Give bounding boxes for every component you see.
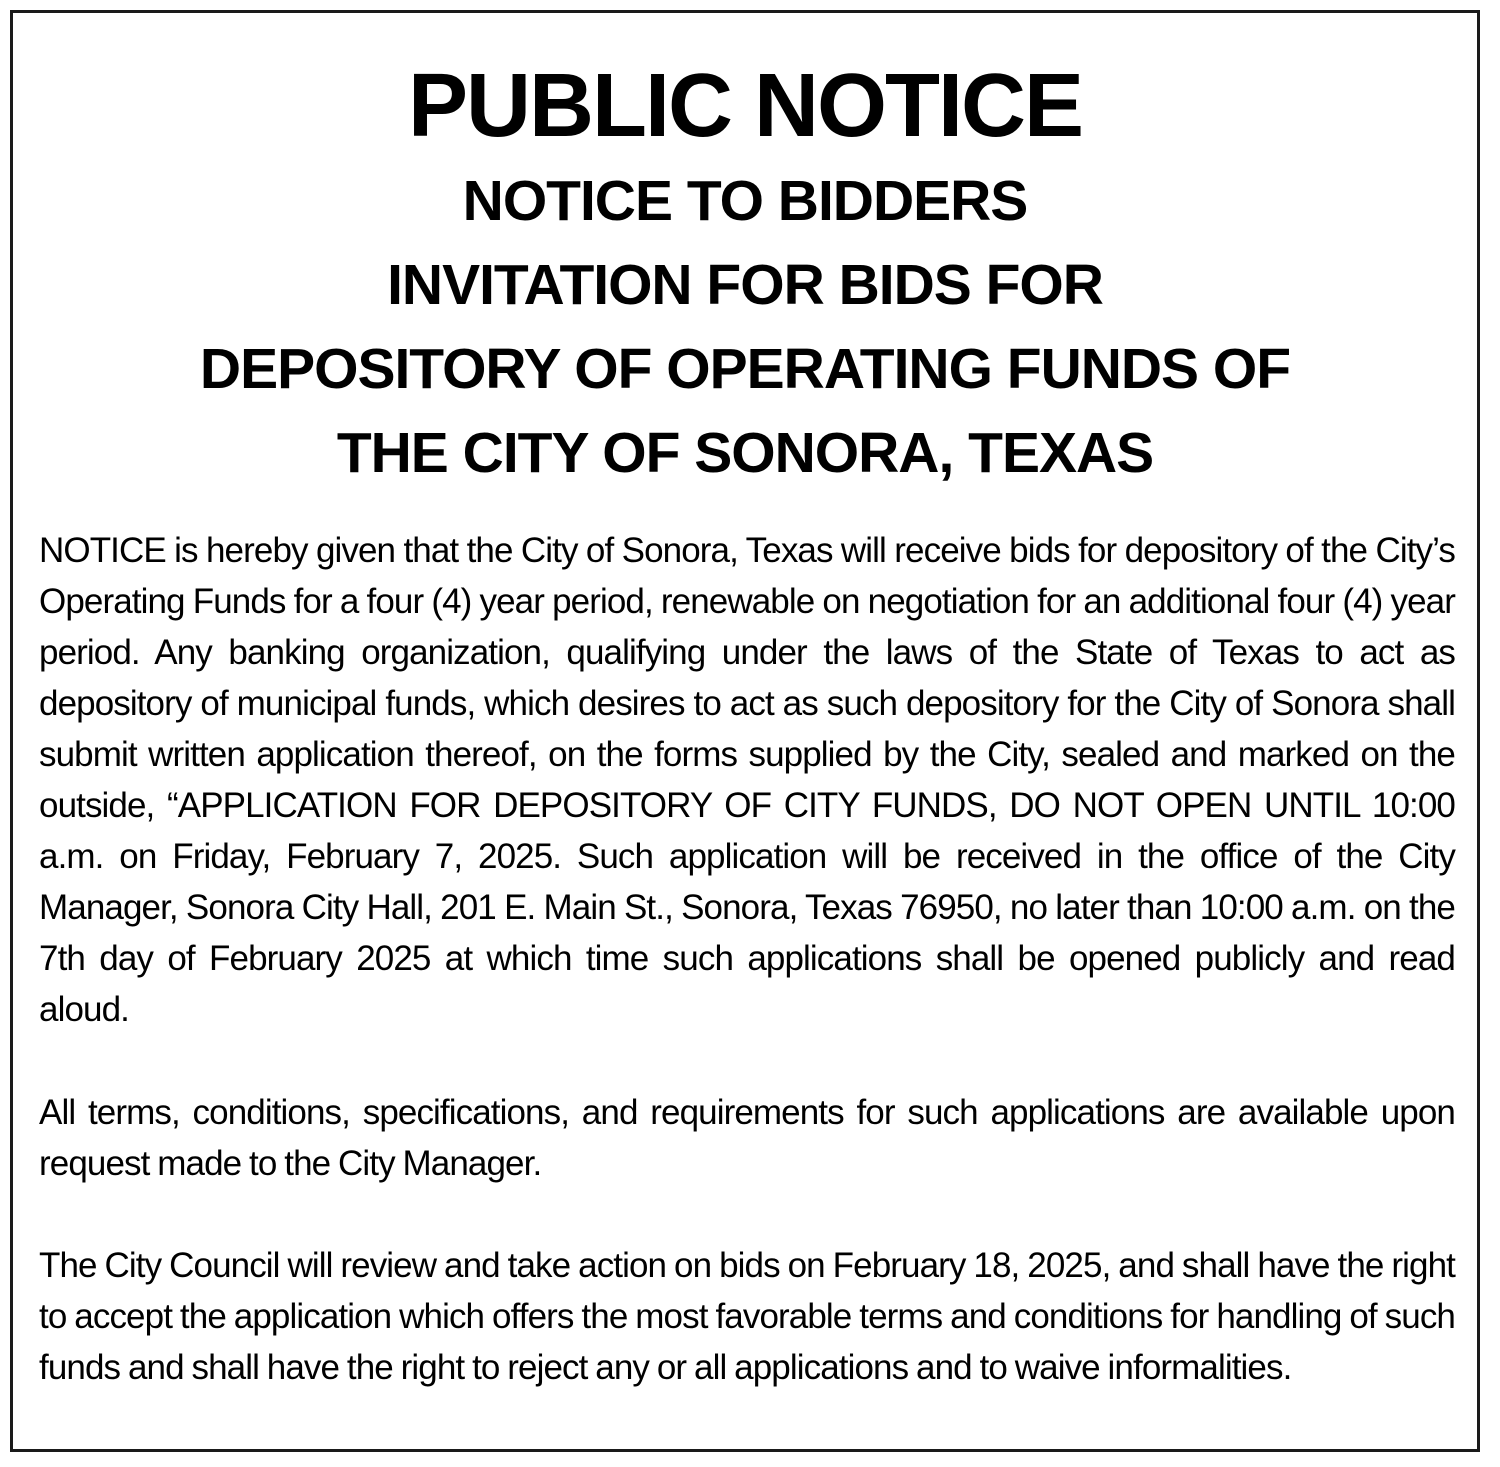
notice-frame bbox=[10, 10, 1480, 1452]
subheading-notice-to-bidders: NOTICE TO BIDDERS bbox=[462, 169, 1028, 233]
subheading-city-of-sonora: THE CITY OF SONORA, TEXAS bbox=[336, 421, 1154, 485]
notice-title: PUBLIC NOTICE bbox=[407, 56, 1082, 156]
subheading-depository-of-funds: DEPOSITORY OF OPERATING FUNDS OF bbox=[199, 337, 1291, 401]
notice-paragraph-council-review: The City Council will review and take action on bids on February 18, 2025, and shall have the right to accept the application which offers the most favorable terms and conditions for handling of such funds and shall have the right to reject any or all applications and to waive informalities. bbox=[39, 1246, 1455, 1387]
subheading-invitation-for-bids: INVITATION FOR BIDS FOR bbox=[387, 253, 1103, 317]
notice-paragraph-terms: All terms, conditions, specifications, and requirements for such applications are available upon request made to the City Manager. bbox=[39, 1093, 1455, 1183]
notice-paragraph-bids: NOTICE is hereby given that the City of Sonora, Texas will receive bids for depository of the City’s Operating Funds for a four (4) year period, renewable on negotiation for an additional four (4) year period. Any banking organization, qualifying under the laws of the State of Texas to act as depository of municipal funds, which desires to act as such depository for the City of Sonora shall submit written application thereof, on the forms supplied by the City, sealed and marked on the outside, “APPLICATION FOR DEPOSITORY OF CITY FUNDS, DO NOT OPEN UNTIL 10:00 a.m. on Friday, February 7, 2025. Such application will be received in the office of the City Manager, Sonora City Hall, 201 E. Main St., Sonora, Texas 76950, no later than 10:00 a.m. on the 7th day of February 2025 at which time such applications shall be opened publicly and read aloud. bbox=[39, 531, 1455, 1029]
